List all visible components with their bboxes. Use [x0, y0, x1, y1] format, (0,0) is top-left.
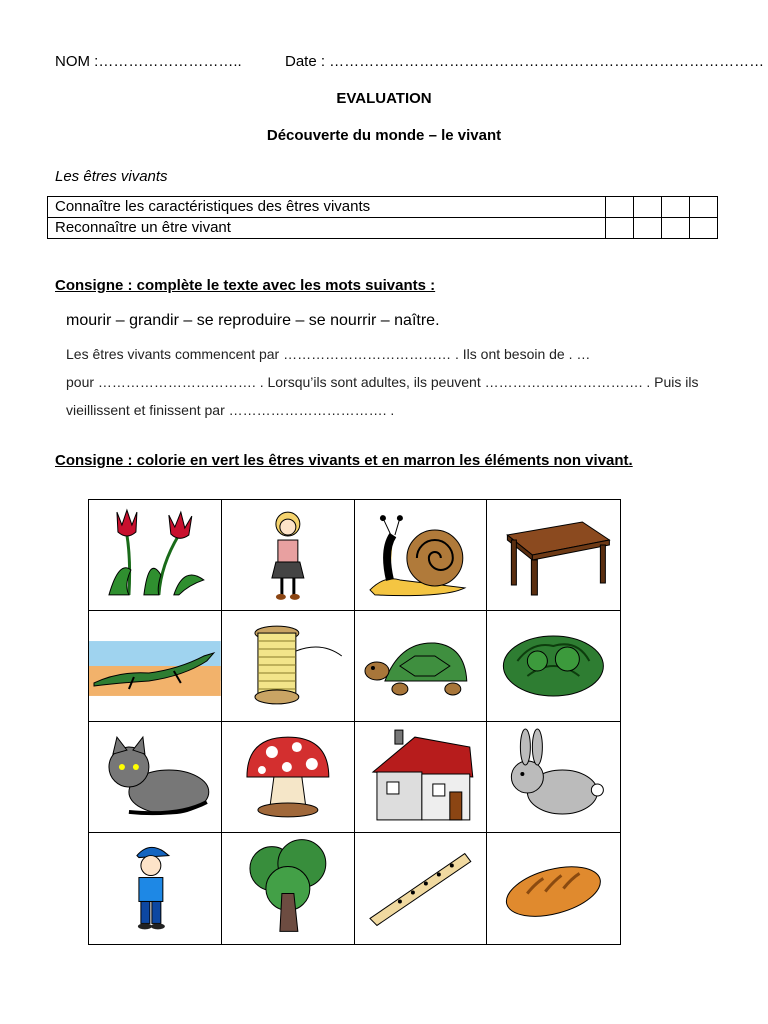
bread-icon[interactable] [487, 833, 620, 944]
skill-label: Connaître les caractéristiques des êtres vivants [48, 197, 606, 218]
instruction-1: Consigne : complète le texte avec les mots suivants : [55, 277, 436, 294]
tulips-icon[interactable] [89, 500, 222, 611]
skill-label: Reconnaître un être vivant [48, 218, 606, 239]
cat-icon[interactable] [89, 722, 222, 833]
date-field[interactable]: Date : …………………………………………………………………………… [285, 53, 765, 70]
text-line[interactable]: vieillissent et finissent par ……………………………. . [66, 402, 395, 418]
lettuce-icon[interactable] [487, 611, 620, 722]
snail-icon[interactable] [355, 500, 488, 611]
rabbit-icon[interactable] [487, 722, 620, 833]
table-icon[interactable] [487, 500, 620, 611]
evaluation-box[interactable] [690, 218, 718, 239]
tree-icon[interactable] [222, 833, 355, 944]
coloring-grid [88, 499, 621, 945]
evaluation-box[interactable] [662, 218, 690, 239]
section-title: Les êtres vivants [55, 168, 168, 185]
house-icon[interactable] [355, 722, 488, 833]
turtle-icon[interactable] [355, 611, 488, 722]
instruction-2: Consigne : colorie en vert les êtres vivants et en marron les éléments non vivant. [55, 452, 633, 469]
evaluation-box[interactable] [606, 197, 634, 218]
subject-title: Découverte du monde – le vivant [266, 127, 502, 144]
skill-row [48, 197, 718, 218]
skills-table [47, 196, 718, 239]
boy-icon[interactable] [89, 833, 222, 944]
skill-row [48, 218, 718, 239]
mushroom-icon[interactable] [222, 722, 355, 833]
evaluation-box[interactable] [690, 197, 718, 218]
evaluation-box[interactable] [662, 197, 690, 218]
evaluation-box[interactable] [634, 197, 662, 218]
girl-icon[interactable] [222, 500, 355, 611]
page-title: EVALUATION [336, 90, 432, 107]
name-field[interactable]: NOM :……………………….. [55, 53, 242, 70]
thread-spool-icon[interactable] [222, 611, 355, 722]
text-line[interactable]: pour ……………………………. . Lorsqu’ils sont adultes, ils peuvent ……………………………. . Puis ils [66, 374, 699, 390]
lizard-icon[interactable] [89, 611, 222, 722]
word-list: mourir – grandir – se reproduire – se nourrir – naître. [66, 312, 440, 329]
text-line[interactable]: Les êtres vivants commencent par ……………………………… . Ils ont besoin de . … [66, 346, 591, 362]
evaluation-box[interactable] [634, 218, 662, 239]
evaluation-box[interactable] [606, 218, 634, 239]
flute-icon[interactable] [355, 833, 488, 944]
